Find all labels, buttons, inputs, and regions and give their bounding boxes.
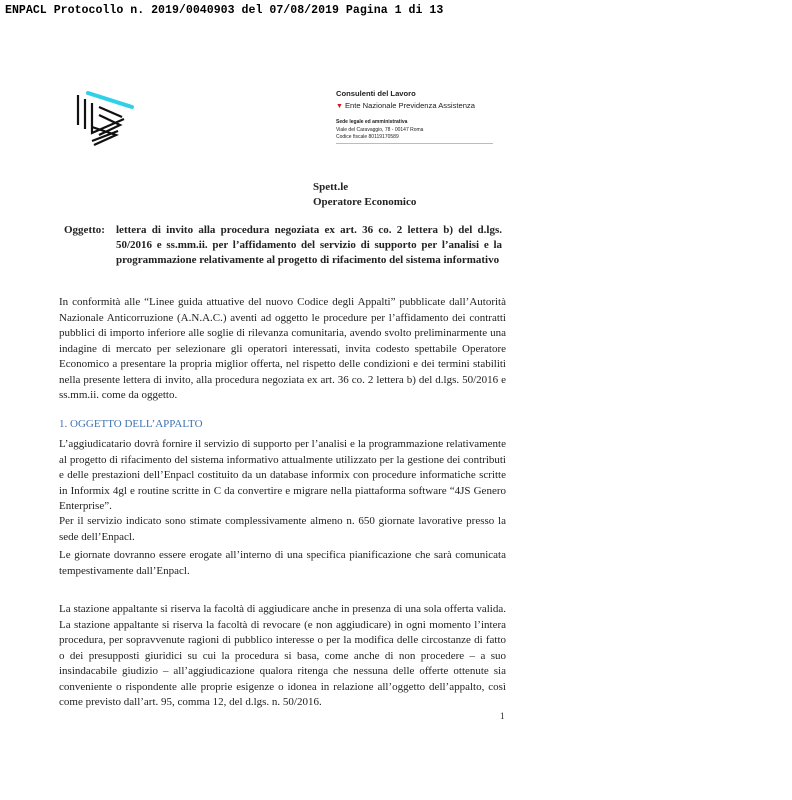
closing-text: La stazione appaltante si riserva la facoltà di aggiudicare anche in presenza di una sola offerta valida. La stazione appaltante si riserva la facoltà di revocare (e non aggiudicare) in ogni momento l’intera procedura, per sopravvenute ragioni di pubblico interesse o per la modifica delle circostanze di fatto o dei presupposti giuridici su cui la procedura si basa, come anche di non procedere – a suo insindacabile giudizio – all’aggiudicazione qualora ritenga che nessuna delle offerte ottenute sia conveniente o rispondente alle proprie esigenze o idonea in relazione all’oggetto dell’appalto, così come previsto dall’art. 95, comma 12, del d.lgs. n. 50/2016. bbox=[59, 603, 506, 708]
section-1-paragraph-3 bbox=[59, 548, 506, 579]
section-1-paragraph-2 bbox=[59, 514, 506, 545]
section-heading: 1. OGGETTO DELL’APPALTO bbox=[59, 418, 203, 430]
letterhead-rule bbox=[336, 143, 493, 144]
triangle-down-icon: ▼ bbox=[336, 103, 343, 110]
org-address: Viale del Caravaggio, 78 - 00147 Roma bbox=[336, 127, 424, 133]
intro-paragraph bbox=[59, 295, 506, 404]
closing-paragraph bbox=[59, 602, 506, 711]
recipient-line-1: Spett.le bbox=[313, 181, 349, 193]
subject-label: Oggetto: bbox=[64, 224, 105, 236]
section-1-text-2: Per il servizio indicato sono stimate complessivamente almeno n. 650 giornate lavorative presso la sede dell’Enpacl. bbox=[59, 515, 506, 543]
subject-text: lettera di invito alla procedura negoziata ex art. 36 co. 2 lettera b) del d.lgs. 50/2016 e ss.mm.ii. per l’affidamento del servizio di supporto per l’analisi e la programmazione relativamente al progetto di rifacimento del sistema informativo bbox=[116, 224, 502, 266]
org-subtitle-text: Ente Nazionale Previdenza Assistenza bbox=[344, 101, 475, 110]
org-subtitle bbox=[336, 101, 493, 110]
enpacl-logo-icon bbox=[72, 85, 136, 149]
section-1-paragraph-1 bbox=[59, 437, 506, 515]
recipient-line-2: Operatore Economico bbox=[313, 196, 417, 208]
org-name: Consulenti del Lavoro bbox=[336, 89, 416, 98]
protocol-header: ENPACL Protocollo n. 2019/0040903 del 07/08/2019 Pagina 1 di 13 bbox=[5, 4, 444, 17]
section-1-text-1: L’aggiudicatario dovrà fornire il servizio di supporto per l’analisi e la programmazione relativamente al progetto di rifacimento del sistema informativo attualmente utilizzato per la gestione dei contributi e delle prestazioni dell’Enpacl costituito da un database informix con procedure informatiche scritte in Informix 4gl e routine scritte in C da convertire e migrare nella piattaforma software “4JS Genero Enterprise”. bbox=[59, 438, 506, 512]
page-number: 1 bbox=[500, 711, 505, 721]
org-tax-code: Codice fiscale 80119170589 bbox=[336, 134, 399, 140]
section-1-text-3: Le giornate dovranno essere erogate all’interno di una specifica pianificazione che sarà comunicata tempestivamente dall’Enpacl. bbox=[59, 549, 506, 577]
letterhead-org bbox=[336, 89, 493, 144]
seat-label: Sede legale ed amministrativa bbox=[336, 119, 408, 125]
recipient-block bbox=[313, 180, 416, 210]
intro-text: In conformità alle “Linee guida attuative del nuovo Codice degli Appalti” pubblicate dall’Autorità Nazionale Anticorruzione (A.N.A.C.) aventi ad oggetto le procedure per l’affidamento dei contratti pubblici di importo inferiore alle soglie di rilevanza comunitaria, avendo svolto preliminarmente una indagine di mercato per selezionare gli operatori interessati, invita codesto spettabile Operatore Economico a presentare la propria miglior offerta, nel rispetto delle condizioni e dei termini stabiliti nella presente lettera di invito, alla procedura negoziata ex art. 36 co. 2 lettera b) del d.lgs. 50/2016 e ss.mm.ii. come da oggetto. bbox=[59, 296, 506, 401]
